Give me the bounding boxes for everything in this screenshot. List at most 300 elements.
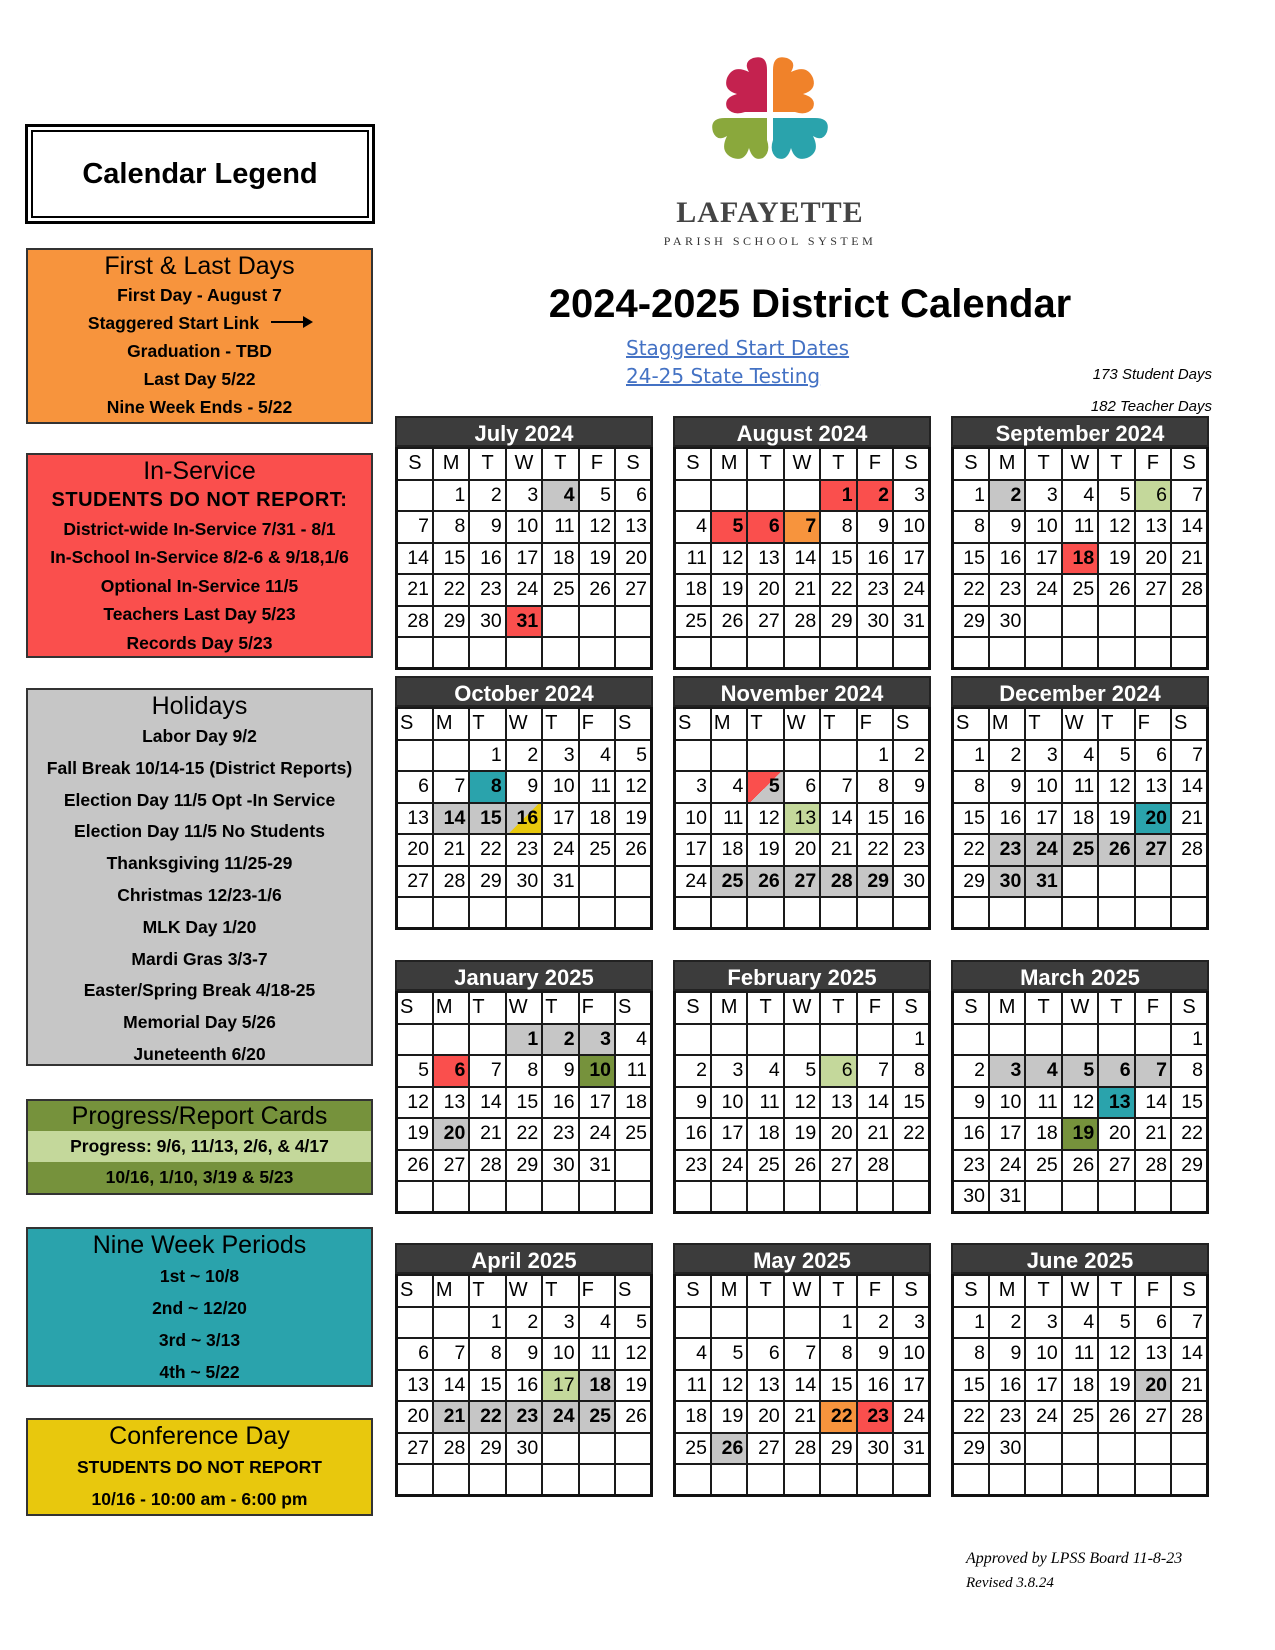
empty-day-cell <box>953 897 989 929</box>
day-cell: 6 <box>1135 1307 1171 1339</box>
day-cell: 23 <box>989 834 1025 866</box>
day-cell: 26 <box>1098 1401 1134 1433</box>
day-cell: 6 <box>747 1338 783 1370</box>
day-cell: 17 <box>893 1370 929 1402</box>
day-cell: 18 <box>1062 543 1098 575</box>
empty-day-cell <box>953 1464 989 1496</box>
staggered-start-link[interactable]: Staggered Start Link <box>28 309 371 337</box>
weekday-label: M <box>433 992 469 1024</box>
day-cell: 25 <box>675 1433 711 1465</box>
day-cell: 1 <box>506 1024 542 1056</box>
day-cell: 3 <box>893 480 929 512</box>
day-cell: 7 <box>784 511 820 543</box>
day-cell: 2 <box>506 740 542 772</box>
month-calendar <box>673 416 931 670</box>
day-cell: 18 <box>579 1370 615 1402</box>
day-cell: 10 <box>506 511 542 543</box>
day-cell: 1 <box>820 480 856 512</box>
day-cell: 7 <box>433 771 469 803</box>
day-cell: 10 <box>579 1055 615 1087</box>
empty-day-cell <box>1025 897 1061 929</box>
day-cell: 28 <box>1135 1150 1171 1182</box>
empty-day-cell <box>1171 1181 1207 1213</box>
day-cell: 28 <box>1171 1401 1207 1433</box>
day-cell: 15 <box>469 1370 505 1402</box>
weekday-label: T <box>1025 1275 1061 1307</box>
day-cell: 22 <box>893 1118 929 1150</box>
day-cell: 21 <box>1171 543 1207 575</box>
empty-day-cell <box>675 1024 711 1056</box>
weekday-label: T <box>747 1275 783 1307</box>
empty-day-cell <box>784 1024 820 1056</box>
day-cell: 19 <box>1062 1118 1098 1150</box>
day-cell: 19 <box>579 543 615 575</box>
day-cell: 25 <box>615 1118 651 1150</box>
legend-line: Labor Day 9/2 <box>142 726 257 746</box>
empty-day-cell <box>579 637 615 669</box>
month-calendar <box>395 960 653 1214</box>
day-cell: 28 <box>857 1150 893 1182</box>
day-cell: 3 <box>579 1024 615 1056</box>
weekday-label: T <box>747 708 783 740</box>
day-cell: 27 <box>397 866 433 898</box>
day-cell: 15 <box>857 803 893 835</box>
day-cell: 27 <box>1098 1150 1134 1182</box>
day-cell: 8 <box>953 1338 989 1370</box>
day-cell: 16 <box>989 1370 1025 1402</box>
day-cell: 2 <box>989 740 1025 772</box>
empty-day-cell <box>1098 1181 1134 1213</box>
empty-day-cell <box>397 897 433 929</box>
empty-day-cell <box>711 1181 747 1213</box>
day-cell: 6 <box>397 771 433 803</box>
weekday-label: W <box>784 992 820 1024</box>
day-cell: 30 <box>989 1433 1025 1465</box>
legend-line: Last Day 5/22 <box>143 369 256 389</box>
empty-day-cell <box>1062 866 1098 898</box>
month-calendar <box>673 960 931 1214</box>
day-cell: 13 <box>1135 771 1171 803</box>
weekday-label: T <box>542 1275 578 1307</box>
brand-subtitle: PARISH SCHOOL SYSTEM <box>663 234 877 248</box>
day-cell: 1 <box>469 1307 505 1339</box>
day-cell: 21 <box>433 1401 469 1433</box>
day-cell: 28 <box>397 606 433 638</box>
day-cell: 19 <box>615 803 651 835</box>
day-cell: 22 <box>1171 1118 1207 1150</box>
empty-day-cell <box>893 1150 929 1182</box>
day-cell: 16 <box>506 803 542 835</box>
month-title: August 2024 <box>673 416 931 447</box>
day-cell: 12 <box>1098 1338 1134 1370</box>
weekday-label: S <box>953 1275 989 1307</box>
legend-line: District-wide In-Service 7/31 - 8/1 <box>63 518 336 539</box>
day-cell: 30 <box>989 866 1025 898</box>
legend-title-box <box>25 124 375 224</box>
empty-day-cell <box>397 1181 433 1213</box>
day-cell: 30 <box>893 866 929 898</box>
weekday-label: W <box>1062 708 1098 740</box>
day-cell: 23 <box>989 1401 1025 1433</box>
empty-day-cell <box>1025 606 1061 638</box>
day-cell: 26 <box>1098 574 1134 606</box>
weekday-label: S <box>397 448 433 480</box>
day-cell: 17 <box>506 543 542 575</box>
day-cell: 9 <box>542 1055 578 1087</box>
weekday-label: F <box>579 1275 615 1307</box>
month-title: February 2025 <box>673 960 931 991</box>
empty-day-cell <box>1098 1464 1134 1496</box>
day-cell: 21 <box>820 834 856 866</box>
day-cell: 8 <box>857 771 893 803</box>
day-cell: 17 <box>893 543 929 575</box>
day-cell: 17 <box>1025 803 1061 835</box>
legend-line: Memorial Day 5/26 <box>123 1012 276 1033</box>
day-cell: 30 <box>506 1433 542 1465</box>
lafayette-logo <box>705 50 835 180</box>
legend-line: Nine Week Ends - 5/22 <box>106 397 293 417</box>
weekday-label: T <box>820 448 856 480</box>
day-cell: 23 <box>506 1401 542 1433</box>
weekday-label: F <box>857 448 893 480</box>
day-cell: 2 <box>506 1307 542 1339</box>
empty-day-cell <box>433 1024 469 1056</box>
legend-line: STUDENTS DO NOT REPORT: <box>51 489 348 511</box>
day-cell: 11 <box>675 1370 711 1402</box>
day-cell: 17 <box>1025 1370 1061 1402</box>
empty-day-cell <box>784 1181 820 1213</box>
weekday-label: M <box>711 708 747 740</box>
weekday-label: T <box>1025 448 1061 480</box>
day-cell: 25 <box>711 866 747 898</box>
legend-line: Optional In-Service 11/5 <box>100 575 299 596</box>
empty-day-cell <box>1025 637 1061 669</box>
legend-heading: Progress/Report Cards <box>71 1102 328 1130</box>
day-cell: 5 <box>784 1055 820 1087</box>
day-cell: 20 <box>784 834 820 866</box>
empty-day-cell <box>675 480 711 512</box>
empty-day-cell <box>989 1024 1025 1056</box>
weekday-label: S <box>953 448 989 480</box>
day-cell: 30 <box>953 1181 989 1213</box>
empty-day-cell <box>711 480 747 512</box>
legend-line: MLK Day 1/20 <box>142 916 257 937</box>
staggered-start-dates-link[interactable]: Staggered Start Dates <box>626 336 850 360</box>
empty-day-cell <box>1098 866 1134 898</box>
empty-day-cell <box>784 480 820 512</box>
day-cell: 1 <box>469 740 505 772</box>
legend-nine-week-periods <box>26 1227 373 1387</box>
day-cell: 8 <box>953 511 989 543</box>
empty-day-cell <box>615 637 651 669</box>
day-cell: 6 <box>1135 480 1171 512</box>
weekday-label: T <box>1098 992 1134 1024</box>
day-cell: 24 <box>542 834 578 866</box>
arrow-right-icon <box>271 321 311 323</box>
day-cell: 23 <box>953 1150 989 1182</box>
weekday-label: T <box>820 1275 856 1307</box>
day-cell: 9 <box>675 1087 711 1119</box>
weekday-label: S <box>1171 708 1207 740</box>
empty-day-cell <box>784 1464 820 1496</box>
day-cell: 27 <box>615 574 651 606</box>
weekday-label: F <box>579 992 615 1024</box>
day-cell: 18 <box>1062 1370 1098 1402</box>
empty-day-cell <box>433 1181 469 1213</box>
weekday-label: W <box>506 1275 542 1307</box>
day-cell: 4 <box>675 511 711 543</box>
empty-day-cell <box>1135 606 1171 638</box>
day-cell: 2 <box>989 480 1025 512</box>
day-cell: 1 <box>1171 1024 1207 1056</box>
day-cell: 10 <box>711 1087 747 1119</box>
day-cell: 9 <box>989 511 1025 543</box>
day-cell: 19 <box>784 1118 820 1150</box>
day-cell: 9 <box>857 511 893 543</box>
day-cell: 18 <box>675 1401 711 1433</box>
day-cell: 21 <box>397 574 433 606</box>
empty-day-cell <box>579 866 615 898</box>
day-cell: 10 <box>542 771 578 803</box>
empty-day-cell <box>433 1307 469 1339</box>
empty-day-cell <box>542 1181 578 1213</box>
day-cell: 20 <box>433 1118 469 1150</box>
weekday-label: T <box>542 448 578 480</box>
day-cell: 9 <box>506 771 542 803</box>
legend-in-service <box>26 453 373 658</box>
day-cell: 12 <box>1062 1087 1098 1119</box>
day-cell: 23 <box>857 574 893 606</box>
empty-day-cell <box>989 637 1025 669</box>
day-cell: 12 <box>1098 771 1134 803</box>
day-cell: 5 <box>1062 1055 1098 1087</box>
day-cell: 6 <box>615 480 651 512</box>
day-cell: 27 <box>747 1433 783 1465</box>
weekday-label: W <box>1062 448 1098 480</box>
day-cell: 5 <box>397 1055 433 1087</box>
weekday-label: F <box>857 708 893 740</box>
day-cell: 18 <box>579 803 615 835</box>
day-cell: 24 <box>579 1118 615 1150</box>
empty-day-cell <box>579 606 615 638</box>
day-cell: 29 <box>820 1433 856 1465</box>
weekday-label: M <box>433 1275 469 1307</box>
day-cell: 27 <box>747 606 783 638</box>
day-cell: 7 <box>1171 740 1207 772</box>
day-cell: 7 <box>433 1338 469 1370</box>
day-cell: 15 <box>469 803 505 835</box>
day-cell: 17 <box>542 1370 578 1402</box>
month-calendar <box>395 676 653 930</box>
month-title: May 2025 <box>673 1243 931 1274</box>
empty-day-cell <box>893 1464 929 1496</box>
weekday-label: W <box>506 992 542 1024</box>
day-cell: 11 <box>542 511 578 543</box>
empty-day-cell <box>1098 606 1134 638</box>
day-cell: 14 <box>1171 771 1207 803</box>
weekday-label: S <box>953 708 989 740</box>
empty-day-cell <box>857 1181 893 1213</box>
legend-line: Christmas 12/23-1/6 <box>117 884 282 905</box>
legend-line: First Day - August 7 <box>117 285 282 305</box>
day-cell: 13 <box>747 1370 783 1402</box>
day-cell: 17 <box>675 834 711 866</box>
month-title: December 2024 <box>951 676 1209 707</box>
weekday-label: S <box>615 1275 651 1307</box>
empty-day-cell <box>433 1464 469 1496</box>
empty-day-cell <box>1171 1464 1207 1496</box>
day-cell: 8 <box>433 511 469 543</box>
day-cell: 8 <box>469 1338 505 1370</box>
day-cell: 14 <box>1171 511 1207 543</box>
legend-line: Teachers Last Day 5/23 <box>103 604 296 625</box>
day-cell: 26 <box>1062 1150 1098 1182</box>
weekday-label: S <box>1171 992 1207 1024</box>
day-cell: 16 <box>542 1087 578 1119</box>
empty-day-cell <box>1098 637 1134 669</box>
day-cell: 3 <box>893 1307 929 1339</box>
empty-day-cell <box>469 1464 505 1496</box>
day-cell: 4 <box>579 740 615 772</box>
day-cell: 19 <box>711 574 747 606</box>
empty-day-cell <box>893 897 929 929</box>
day-cell: 21 <box>784 574 820 606</box>
day-cell: 14 <box>784 543 820 575</box>
day-cell: 9 <box>989 771 1025 803</box>
day-cell: 3 <box>989 1055 1025 1087</box>
day-cell: 27 <box>1135 1401 1171 1433</box>
day-cell: 31 <box>506 606 542 638</box>
day-cell: 21 <box>433 834 469 866</box>
day-cell: 29 <box>953 606 989 638</box>
day-cell: 13 <box>820 1087 856 1119</box>
empty-day-cell <box>542 637 578 669</box>
day-cell: 17 <box>711 1118 747 1150</box>
empty-day-cell <box>1062 1464 1098 1496</box>
day-cell: 8 <box>1171 1055 1207 1087</box>
day-cell: 11 <box>1062 511 1098 543</box>
day-cell: 7 <box>820 771 856 803</box>
empty-day-cell <box>711 1307 747 1339</box>
day-cell: 18 <box>542 543 578 575</box>
empty-day-cell <box>579 1181 615 1213</box>
day-cell: 4 <box>1062 740 1098 772</box>
empty-day-cell <box>747 1307 783 1339</box>
weekday-label: W <box>1062 992 1098 1024</box>
weekday-label: S <box>893 1275 929 1307</box>
day-cell: 25 <box>579 834 615 866</box>
day-cell: 21 <box>857 1118 893 1150</box>
empty-day-cell <box>397 480 433 512</box>
day-cell: 26 <box>1098 834 1134 866</box>
day-cell: 28 <box>469 1150 505 1182</box>
weekday-label: F <box>857 1275 893 1307</box>
empty-day-cell <box>675 1307 711 1339</box>
day-cell: 23 <box>542 1118 578 1150</box>
weekday-label: T <box>820 708 856 740</box>
weekday-label: S <box>675 1275 711 1307</box>
day-cell: 7 <box>1135 1055 1171 1087</box>
empty-day-cell <box>820 1181 856 1213</box>
day-cell: 14 <box>857 1087 893 1119</box>
state-testing-link[interactable]: 24-25 State Testing <box>626 364 821 388</box>
empty-day-cell <box>615 897 651 929</box>
day-cell: 15 <box>820 1370 856 1402</box>
legend-title: Calendar Legend <box>82 157 318 190</box>
day-cell: 25 <box>1025 1150 1061 1182</box>
weekday-label: M <box>989 448 1025 480</box>
day-cell: 19 <box>397 1118 433 1150</box>
day-cell: 9 <box>893 771 929 803</box>
weekday-label: M <box>989 1275 1025 1307</box>
weekday-label: M <box>433 448 469 480</box>
day-cell: 26 <box>397 1150 433 1182</box>
day-cell: 11 <box>1062 771 1098 803</box>
day-cell: 16 <box>857 543 893 575</box>
empty-day-cell <box>747 1464 783 1496</box>
day-cell: 10 <box>893 511 929 543</box>
day-cell: 19 <box>711 1401 747 1433</box>
day-cell: 28 <box>1171 834 1207 866</box>
weekday-label: F <box>1135 448 1171 480</box>
month-title: January 2025 <box>395 960 653 991</box>
empty-day-cell <box>1135 1181 1171 1213</box>
day-cell: 17 <box>989 1118 1025 1150</box>
weekday-label: T <box>469 1275 505 1307</box>
empty-day-cell <box>1171 866 1207 898</box>
empty-day-cell <box>893 637 929 669</box>
weekday-label: S <box>397 992 433 1024</box>
day-cell: 19 <box>1098 803 1134 835</box>
day-cell: 12 <box>615 771 651 803</box>
day-cell: 23 <box>989 574 1025 606</box>
legend-line: Election Day 11/5 Opt -In Service <box>63 789 336 810</box>
day-cell: 15 <box>893 1087 929 1119</box>
empty-day-cell <box>469 1024 505 1056</box>
day-cell: 6 <box>433 1055 469 1087</box>
empty-day-cell <box>1062 1433 1098 1465</box>
day-cell: 28 <box>820 866 856 898</box>
day-cell: 2 <box>989 1307 1025 1339</box>
day-cell: 23 <box>469 574 505 606</box>
day-cell: 21 <box>784 1401 820 1433</box>
month-title: October 2024 <box>395 676 653 707</box>
day-cell: 1 <box>953 480 989 512</box>
day-cell: 9 <box>953 1087 989 1119</box>
day-cell: 5 <box>747 771 783 803</box>
weekday-label: T <box>747 992 783 1024</box>
weekday-label: T <box>469 992 505 1024</box>
weekday-label: S <box>893 708 929 740</box>
empty-day-cell <box>1025 1181 1061 1213</box>
empty-day-cell <box>397 1464 433 1496</box>
empty-day-cell <box>579 897 615 929</box>
empty-day-cell <box>1025 1433 1061 1465</box>
day-cell: 12 <box>747 803 783 835</box>
day-cell: 3 <box>711 1055 747 1087</box>
day-cell: 4 <box>747 1055 783 1087</box>
day-cell: 14 <box>1171 1338 1207 1370</box>
day-cell: 12 <box>1098 511 1134 543</box>
day-cell: 5 <box>711 1338 747 1370</box>
day-cell: 16 <box>469 543 505 575</box>
day-cell: 12 <box>579 511 615 543</box>
day-cell: 20 <box>820 1118 856 1150</box>
empty-day-cell <box>433 637 469 669</box>
empty-day-cell <box>469 897 505 929</box>
day-cell: 12 <box>784 1087 820 1119</box>
day-cell: 8 <box>820 511 856 543</box>
